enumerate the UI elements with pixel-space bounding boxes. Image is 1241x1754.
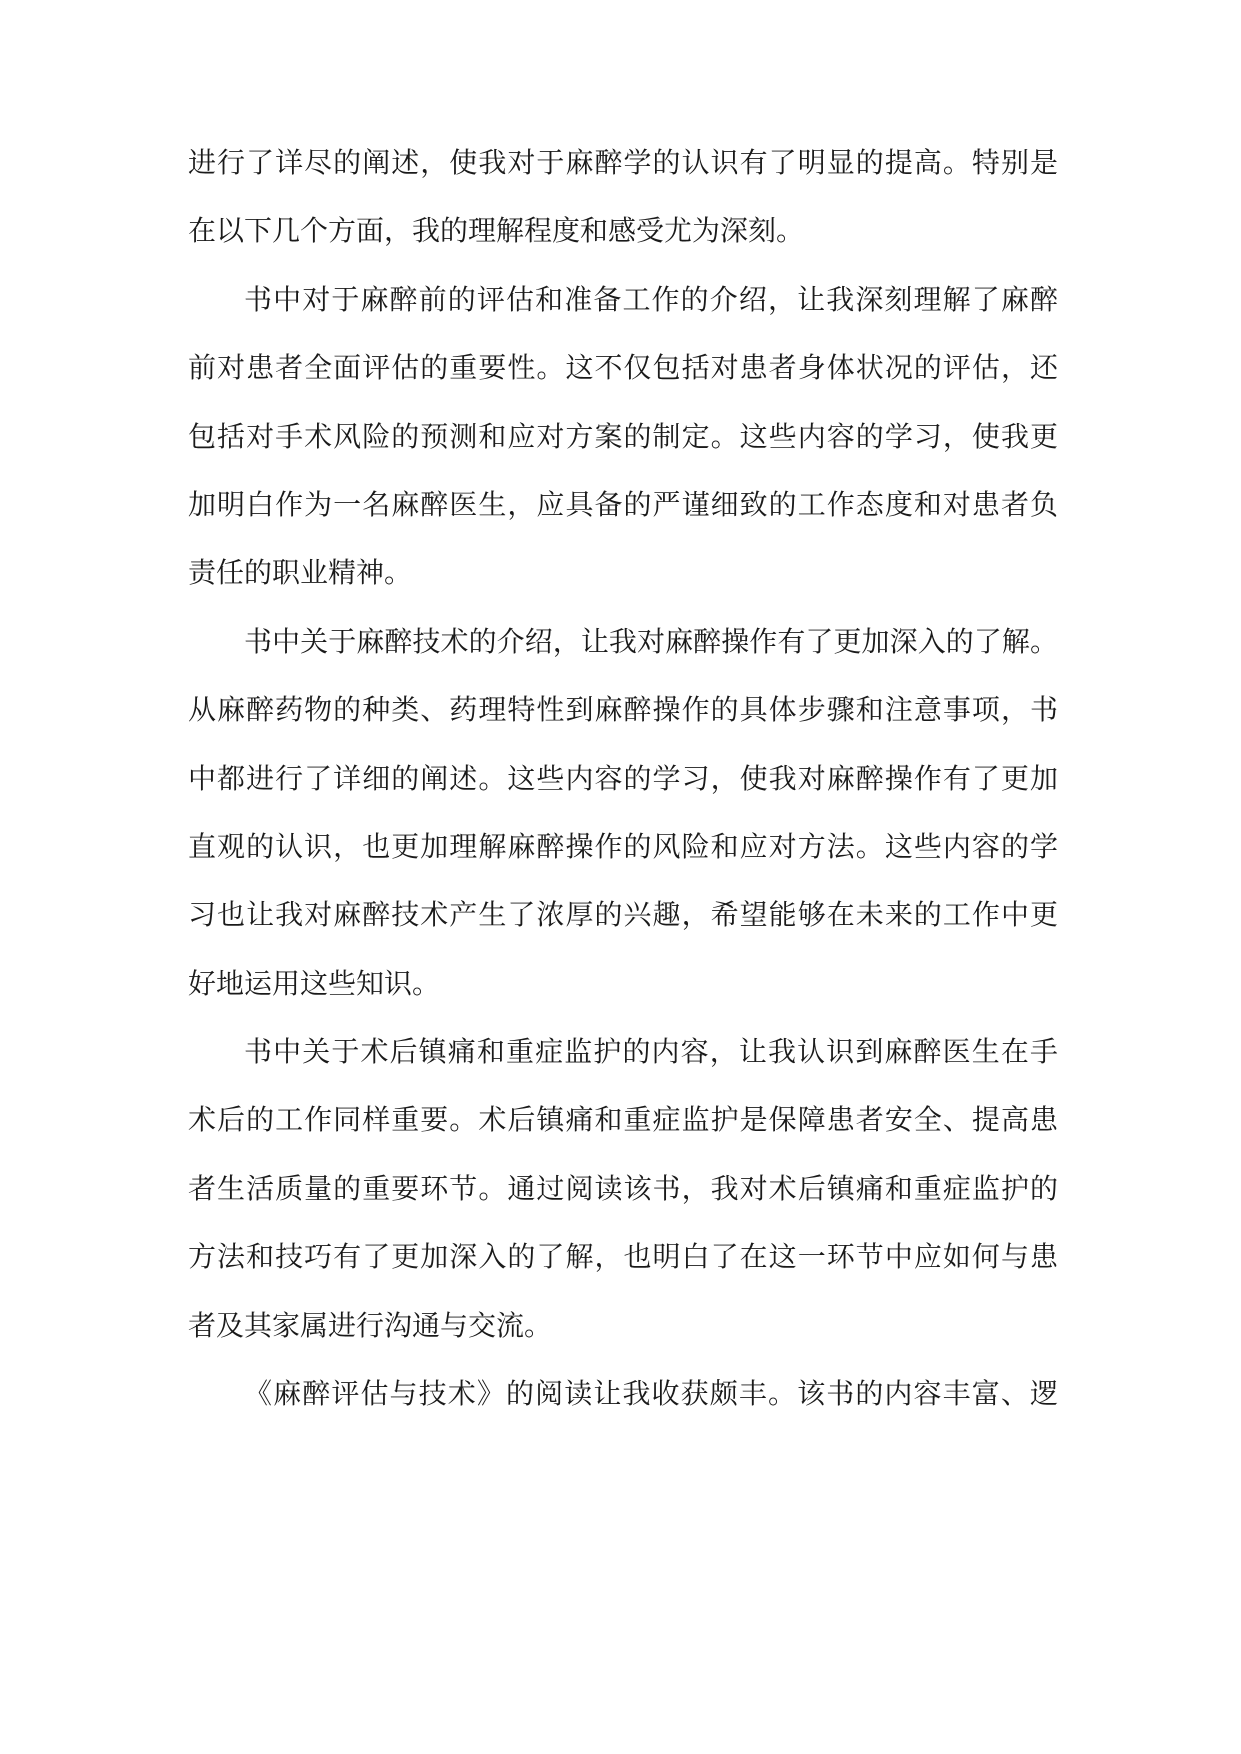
text-line: 中都进行了详细的阐述。这些内容的学习，使我对麻醉操作有了更加 (188, 761, 1058, 795)
text-line: 者及其家属进行沟通与交流。 (188, 1308, 553, 1342)
text-line: 方法和技巧有了更加深入的了解，也明白了在这一环节中应如何与患 (188, 1240, 1058, 1274)
text-line: 加明白作为一名麻醉医生，应具备的严谨细致的工作态度和对患者负 (188, 487, 1058, 521)
text-line: 习也让我对麻醉技术产生了浓厚的兴趣，希望能够在未来的工作中更 (188, 898, 1058, 932)
text-line: 直观的认识，也更加理解麻醉操作的风险和应对方法。这些内容的学 (188, 829, 1058, 863)
text-line: 包括对手术风险的预测和应对方案的制定。这些内容的学习，使我更 (188, 419, 1058, 453)
text-line: 书中关于麻醉技术的介绍，让我对麻醉操作有了更加深入的了解。 (244, 624, 1058, 658)
text-line: 在以下几个方面，我的理解程度和感受尤为深刻。 (188, 214, 805, 248)
text-line: 术后的工作同样重要。术后镇痛和重症监护是保障患者安全、提高患 (188, 1103, 1058, 1137)
text-line: 从麻醉药物的种类、药理特性到麻醉操作的具体步骤和注意事项，书 (188, 693, 1058, 727)
document-body (188, 145, 1058, 1444)
text-line: 书中对于麻醉前的评估和准备工作的介绍，让我深刻理解了麻醉 (244, 282, 1058, 316)
text-line: 《麻醉评估与技术》的阅读让我收获颇丰。该书的内容丰富、逻 (244, 1377, 1058, 1411)
text-line: 进行了详尽的阐述，使我对于麻醉学的认识有了明显的提高。特别是 (188, 146, 1058, 179)
text-line: 者生活质量的重要环节。通过阅读该书，我对术后镇痛和重症监护的 (188, 1171, 1058, 1205)
text-line: 责任的职业精神。 (188, 556, 413, 590)
text-line: 好地运用这些知识。 (188, 966, 441, 1000)
text-line: 前对患者全面评估的重要性。这不仅包括对患者身体状况的评估，还 (188, 351, 1058, 385)
text-line: 书中关于术后镇痛和重症监护的内容，让我认识到麻醉医生在手 (244, 1035, 1058, 1069)
